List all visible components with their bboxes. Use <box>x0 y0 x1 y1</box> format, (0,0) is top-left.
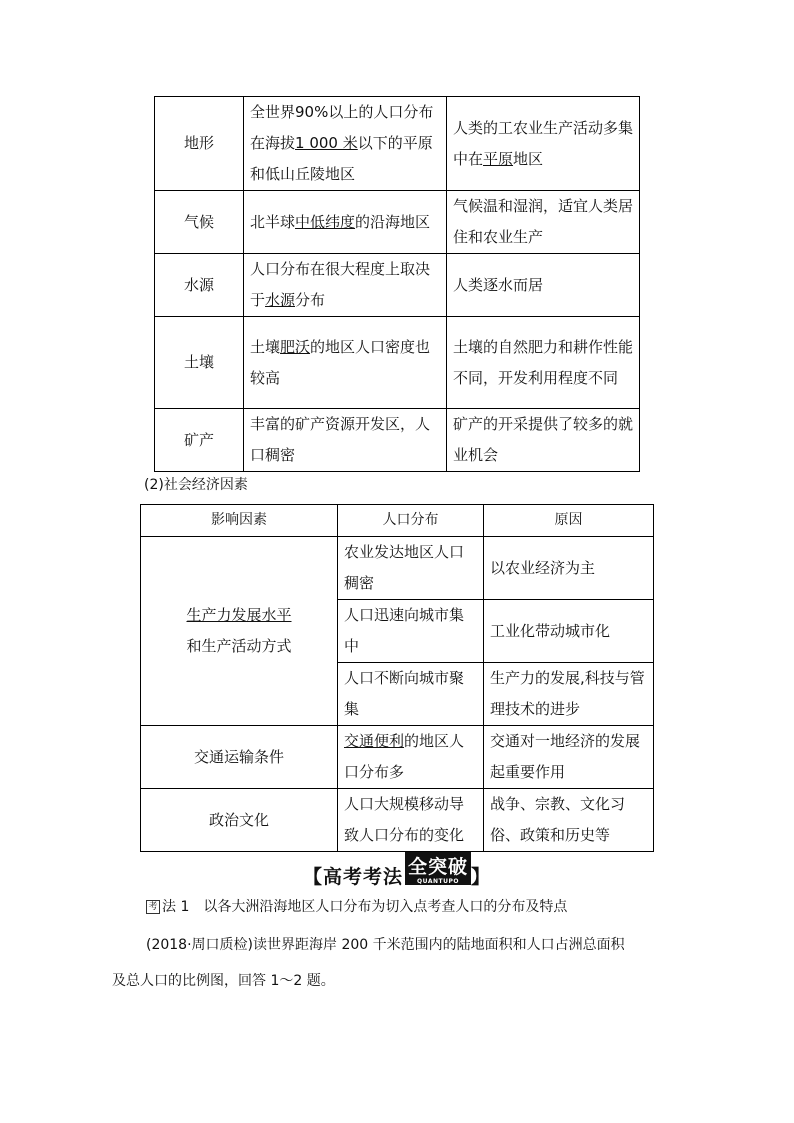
banner-badge <box>405 852 471 885</box>
method-text: 法 1 以各大洲沿海地区人口分布为切入点考查人口的分布及特点 <box>162 899 568 915</box>
reason-cell: 生产力的发展,科技与管理技术的进步 <box>484 663 654 726</box>
method-heading <box>146 896 567 916</box>
dist-rest: 的地区人口分布多 <box>344 732 465 781</box>
distribution-cell: 农业发达地区人口稠密 <box>338 537 484 600</box>
distribution-cell <box>244 97 447 191</box>
header-reason: 原因 <box>484 505 654 537</box>
reason-cell <box>447 191 640 254</box>
cell-text: 地区 <box>513 149 544 168</box>
natural-factors-table <box>154 96 640 472</box>
reason-cell: 交通对一地经济的发展起重要作用 <box>484 726 654 789</box>
cell-text: 人类逐水而居 <box>453 275 544 294</box>
underlined-text: 肥沃 <box>280 337 311 356</box>
factor-cell: 土壤 <box>155 317 244 409</box>
reason-cell: 工业化带动城市化 <box>484 600 654 663</box>
badge-text: 全突破 <box>407 856 468 878</box>
factor-cell: 水源 <box>155 254 244 317</box>
cell-text: 分布 <box>295 291 326 309</box>
factor-cell <box>141 537 338 726</box>
table-row <box>155 191 640 254</box>
distribution-cell <box>244 191 447 254</box>
cell-text: 人类的工农业生产活动多集中在 <box>453 118 634 168</box>
table-row <box>155 97 640 191</box>
distribution-cell <box>338 726 484 789</box>
factor-cell: 矿产 <box>155 409 244 472</box>
underlined-text: 平原 <box>483 149 514 168</box>
reason-cell <box>447 317 640 409</box>
reason-cell: 战争、宗教、文化习俗、政策和历史等 <box>484 789 654 852</box>
question-line-2: 及总人口的比例图，回答 1～2 题。 <box>112 973 335 989</box>
factor-cell: 气候 <box>155 191 244 254</box>
banner-left: 【高考考法 <box>302 866 403 888</box>
cell-text: 丰富的矿产资源开发区，人口稠密 <box>250 415 431 464</box>
distribution-cell <box>244 317 447 409</box>
distribution-cell: 人口大规模移动导致人口分布的变化 <box>338 789 484 852</box>
distribution-cell <box>244 254 447 317</box>
table-row <box>141 789 654 852</box>
underlined-text: 中低纬度 <box>295 212 356 231</box>
badge-subtext: QUANTUPO <box>417 878 459 885</box>
cell-text: 以下的平原和低山丘陵地区 <box>250 134 433 183</box>
distribution-cell <box>244 409 447 472</box>
cell-text: 人口分布在很大程度上取决于 <box>250 260 431 309</box>
social-economic-table <box>140 504 654 852</box>
table-row <box>141 537 654 600</box>
distribution-cell: 人口迅速向城市集中 <box>338 600 484 663</box>
reason-cell <box>447 97 640 191</box>
factor-rest: 和生产活动方式 <box>186 637 292 655</box>
table-row <box>141 726 654 789</box>
cell-text: 矿产的开采提供了较多的就业机会 <box>453 415 634 464</box>
banner-right: 】 <box>471 866 492 888</box>
exam-icon: 考 <box>146 900 160 914</box>
reason-cell <box>447 409 640 472</box>
underlined-text: 水源 <box>265 291 296 309</box>
reason-cell: 以农业经济为主 <box>484 537 654 600</box>
factor-cell: 交通运输条件 <box>141 726 338 789</box>
header-factor: 影响因素 <box>141 505 338 537</box>
factor-cell: 政治文化 <box>141 789 338 852</box>
cell-text: 土壤的自然肥力和耕作性能不同，开发利用程度不同 <box>453 337 634 387</box>
header-distribution: 人口分布 <box>338 505 484 537</box>
table-row <box>155 317 640 409</box>
cell-text: 气候温和湿润，适宜人类居住和农业生产 <box>453 197 634 246</box>
cell-text: 全世界90%以上的人口分布在海拔 <box>250 103 434 152</box>
underlined-text: 1 000 米 <box>295 134 358 152</box>
dist-underlined: 交通便利 <box>344 732 405 750</box>
cell-text: 的地区人口密度也较高 <box>250 337 431 387</box>
section-banner <box>0 852 794 889</box>
factor-underlined: 生产力发展水平 <box>186 606 292 624</box>
table-row <box>155 254 640 317</box>
table-header-row <box>141 505 654 537</box>
reason-cell <box>447 254 640 317</box>
section-label: (2)社会经济因素 <box>144 477 248 493</box>
distribution-cell: 人口不断向城市聚集 <box>338 663 484 726</box>
table-row <box>155 409 640 472</box>
cell-text: 北半球 <box>250 212 296 231</box>
cell-text: 土壤 <box>250 337 281 356</box>
cell-text: 的沿海地区 <box>355 212 431 231</box>
factor-cell: 地形 <box>155 97 244 191</box>
question-line-1: (2018·周口质检)读世界距海岸 200 千米范围内的陆地面积和人口占洲总面积 <box>146 937 625 953</box>
